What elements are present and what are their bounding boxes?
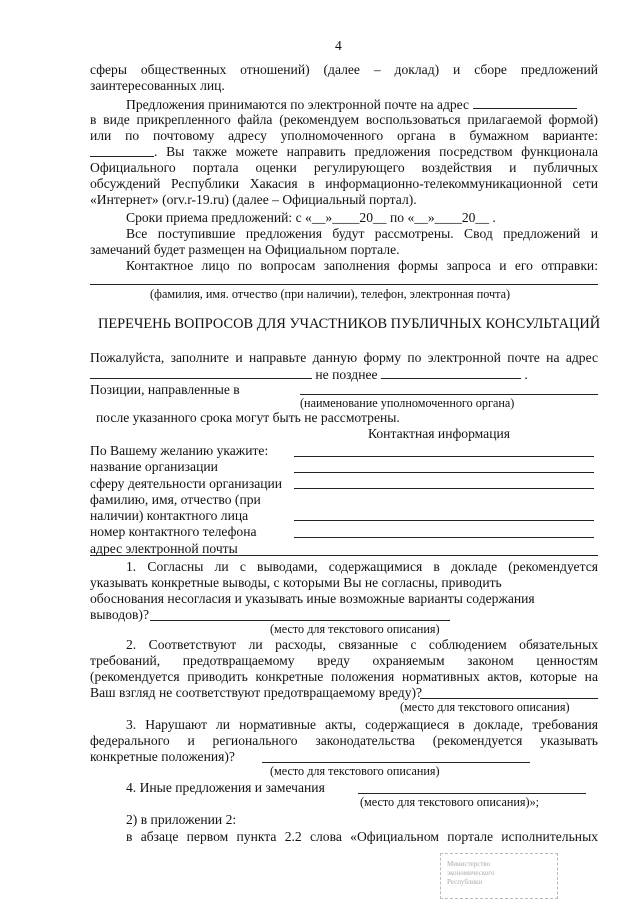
form-p2: не позднее .: [90, 366, 528, 383]
field-fio-input[interactable]: [294, 520, 594, 521]
q4-caption: (место для текстового описания)»;: [360, 795, 540, 809]
q2-line-4: Ваш взгляд не соответствуют предотвращаемому вреду)?: [90, 685, 423, 700]
q1-line-3: обоснования несогласия и указывать иные возможные варианты содержания: [90, 591, 535, 606]
q1-line-2: указывать конкретные выводы, с которыми Вы не согласны, приводить: [90, 575, 502, 590]
intro-line-11: Все поступившие предложения будут рассмотрены. Свод предложений и: [126, 226, 598, 241]
field-phone-label: номер контактного телефона: [90, 524, 257, 539]
field-org-name-input[interactable]: [294, 472, 594, 473]
q2-answer-line[interactable]: [420, 698, 598, 699]
field-line-1[interactable]: [294, 456, 594, 457]
intro-line-2: заинтересованных лиц.: [90, 78, 225, 93]
intro-line-7: Официального портала оценки регулирующего воздействия и публичных: [90, 160, 598, 175]
field-activity-label: сферу деятельности организации: [90, 476, 283, 491]
intro-line-4: в виде прикрепленного файла (рекомендуем воспользоваться прилагаемой формой): [90, 112, 598, 127]
q2-line-2: требований, предотвращаемому вреду охраняемым законом ценностям: [90, 653, 598, 668]
field-email-input[interactable]: [90, 555, 598, 556]
q4-line: 4. Иные предложения и замечания: [126, 780, 325, 795]
field-activity-input[interactable]: [294, 488, 594, 489]
intro-line-8: обсуждений Республики Хакасия в информационно-телекоммуникационной сети: [90, 176, 598, 191]
intro-line-9: «Интернет» (orv.r-19.ru) (далее – Официальный портал).: [90, 192, 417, 207]
q2-line-1: 2. Соответствуют ли расходы, связанные с соблюдением обязательных: [126, 637, 598, 652]
form-title: ПЕРЕЧЕНЬ ВОПРОСОВ ДЛЯ УЧАСТНИКОВ ПУБЛИЧНЫХ КОНСУЛЬТАЦИЙ: [98, 316, 601, 332]
field-phone-input[interactable]: [294, 537, 594, 538]
field-fio-label-2: наличии) контактного лица: [90, 508, 249, 523]
q1-line-1: 1. Согласны ли с выводами, содержащимися в докладе (рекомендуется: [126, 559, 598, 574]
intro-line-1: сферы общественных отношений) (далее – доклад) и сборе предложений: [90, 62, 598, 77]
field-intro: По Вашему желанию укажите:: [90, 443, 269, 458]
q3-line-2: федерального и регионального законодательства (рекомендуется указывать: [90, 733, 598, 748]
q2-line-3: (рекомендуется приводить конкретные положения нормативных актов, которые на: [90, 669, 598, 684]
field-email-label: адрес электронной почты: [90, 541, 238, 556]
intro-line-3: Предложения принимаются по электронной почте на адрес: [126, 96, 577, 113]
q3-line-1: 3. Нарушают ли нормативные акты, содержащиеся в докладе, требования: [126, 717, 598, 732]
q1-answer-line[interactable]: [150, 620, 450, 621]
deadline-line: Сроки приема предложений: с «__»____20__ по «__»____20__ .: [126, 210, 496, 225]
contact-person-caption: (фамилия, имя. отчество (при наличии), телефон, электронная почта): [150, 287, 511, 301]
field-fio-label: фамилию, имя, отчество (при: [90, 492, 261, 507]
intro-line-6: . Вы также можете направить предложения посредством функционала: [90, 144, 598, 160]
q3-line-3: конкретные положения)?: [90, 749, 235, 764]
form-p1: Пожалуйста, заполните и направьте данную форму по электронной почте на адрес: [90, 350, 598, 365]
contact-person-line: Контактное лицо по вопросам заполнения формы запроса и его отправки:: [126, 258, 598, 273]
q3-caption: (место для текстового описания): [270, 764, 440, 778]
intro-line-5: или по почтовому адресу уполномоченного органа в бумажном варианте:: [90, 128, 598, 143]
contact-person-underline: [90, 284, 598, 285]
authority-caption: (наименование уполномоченного органа): [300, 396, 515, 410]
q4-answer-line[interactable]: [358, 793, 586, 794]
page-number: 4: [335, 38, 342, 53]
q3-answer-line[interactable]: [262, 762, 530, 763]
authority-underline: [300, 394, 598, 395]
q2-caption: (место для текстового описания): [400, 700, 570, 714]
tail-line-2: в абзаце первом пункта 2.2 слова «Официальном портале исполнительных: [126, 829, 598, 844]
form-p3: Позиции, направленные в: [90, 382, 240, 397]
intro-line-12: замечаний будет размещен на Официальном портале.: [90, 242, 400, 257]
tail-line-1: 2) в приложении 2:: [126, 812, 237, 827]
form-p4: после указанного срока могут быть не рассмотрены.: [96, 410, 400, 425]
q1-line-4: выводов)?: [90, 607, 149, 622]
registration-stamp: Министерство экономического Республики: [440, 853, 558, 899]
contact-info-heading: Контактная информация: [368, 426, 511, 441]
q1-caption: (место для текстового описания): [270, 622, 440, 636]
field-org-name-label: название организации: [90, 459, 218, 474]
